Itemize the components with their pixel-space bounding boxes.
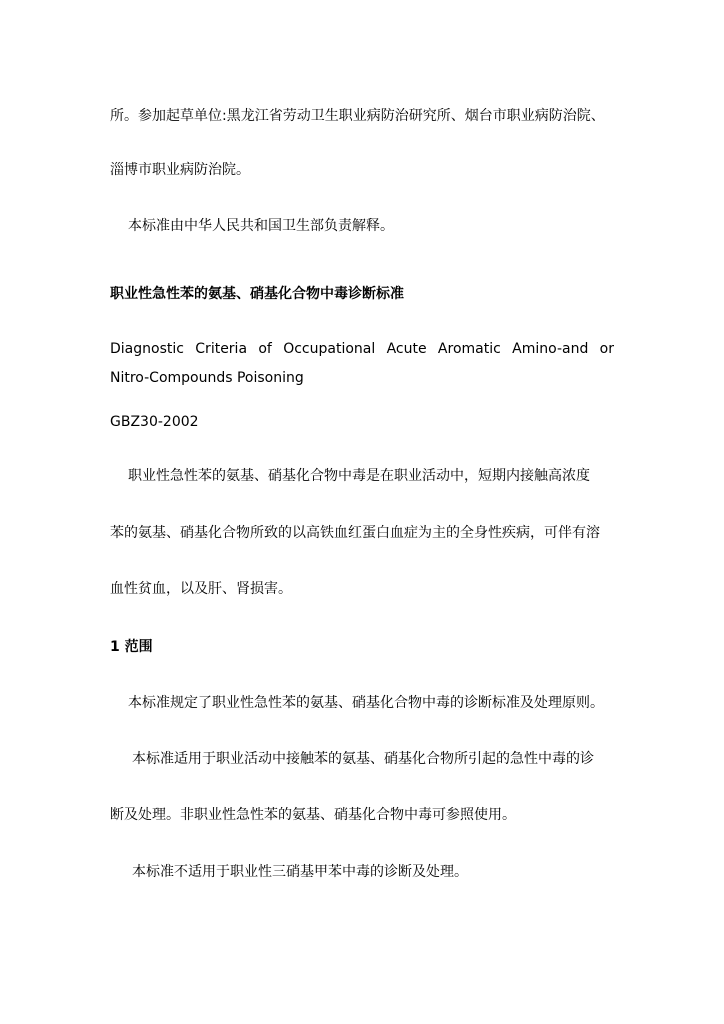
document-title-en-line-2: Nitro-Compounds Poisoning <box>110 370 304 386</box>
intro-line-1: 所。参加起草单位:黑龙江省劳动卫生职业病防治研究所、烟台市职业病防治院、 <box>110 108 605 124</box>
section-1-heading: 1 范围 <box>110 639 153 655</box>
definition-line-1: 职业性急性苯的氨基、硝基化合物中毒是在职业活动中，短期内接触高浓度 <box>128 468 590 484</box>
document-title-cn: 职业性急性苯的氨基、硝基化合物中毒诊断标准 <box>110 286 404 302</box>
definition-line-3: 血性贫血，以及肝、肾损害。 <box>110 581 292 597</box>
definition-line-2: 苯的氨基、硝基化合物所致的以高铁血红蛋白血症为主的全身性疾病，可伴有溶 <box>110 525 600 541</box>
scope-paragraph-1: 本标准规定了职业性急性苯的氨基、硝基化合物中毒的诊断标准及处理原则。 <box>128 695 604 711</box>
interpretation-paragraph: 本标准由中华人民共和国卫生部负责解释。 <box>128 218 394 234</box>
scope-paragraph-2-line-1: 本标准适用于职业活动中接触苯的氨基、硝基化合物所引起的急性中毒的诊 <box>132 751 594 767</box>
scope-paragraph-2-line-2: 断及处理。非职业性急性苯的氨基、硝基化合物中毒可参照使用。 <box>110 807 516 823</box>
document-title-en-line-1: Diagnostic Criteria of Occupational Acute Aromatic Amino-and or <box>110 341 614 357</box>
standard-code: GBZ30-2002 <box>110 414 199 430</box>
intro-line-2: 淄博市职业病防治院。 <box>110 162 250 178</box>
scope-paragraph-3: 本标准不适用于职业性三硝基甲苯中毒的诊断及处理。 <box>132 864 468 880</box>
